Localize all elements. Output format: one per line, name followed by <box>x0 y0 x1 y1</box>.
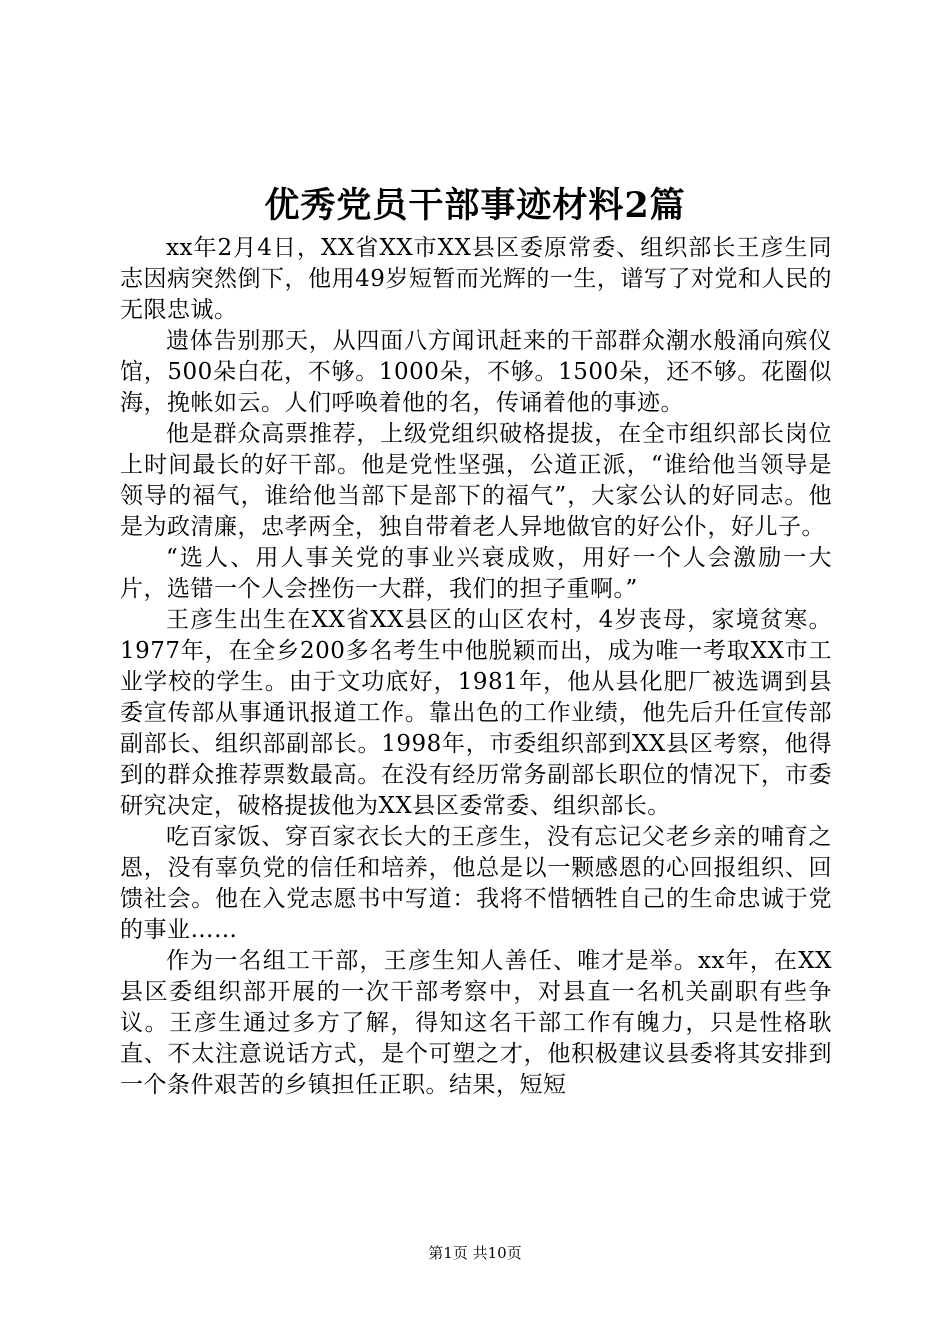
paragraph: xx年2月4日，XX省XX市XX县区委原常委、组织部长王彦生同志因病突然倒下，他用49岁短暂而光辉的一生，谱写了对党和人民的无限忠诚。 <box>120 235 832 323</box>
paragraph: “选人、用人事关党的事业兴衰成败，用好一个人会激励一大片，选错一个人会挫伤一大群，我们的担子重啊。” <box>120 545 832 602</box>
paragraph: 他是群众高票推荐，上级党组织破格提拔，在全市组织部长岗位上时间最长的好干部。他是党性坚强，公道正派，“谁给他当领导是领导的福气，谁给他当部下是部下的福气”，大家公认的好同志。他是为政清廉，忠孝两全，独自带着老人异地做官的好公仆，好儿子。 <box>120 421 832 540</box>
paragraph: 遗体告别那天，从四面八方闻讯赶来的干部群众潮水般涌向殡仪馆，500朵白花，不够。1000朵，不够。1500朵，还不够。花圈似海，挽帐如云。人们呼唤着他的名，传诵着他的事迹。 <box>120 328 832 416</box>
document-title: 优秀党员干部事迹材料2篇 <box>264 185 686 226</box>
paragraph: 吃百家饭、穿百家衣长大的王彦生，没有忘记父老乡亲的哺育之恩，没有辜负党的信任和培养，他总是以一颗感恩的心回报组织、回馈社会。他在入党志愿书中写道：我将不惜牺牲自己的生命忠诚于党的事业…… <box>120 824 832 943</box>
paragraph: 王彦生出生在XX省XX县区的山区农村，4岁丧母，家境贫寒。1977年，在全乡200多名考生中他脱颖而出，成为唯一考取XX市工业学校的学生。由于文功底好，1981年，他从县化肥厂被选调到县委宣传部从事通讯报道工作。靠出色的工作业绩，他先后升任宣传部副部长、组织部副部长。1998年，市委组织部到XX县区考察，他得到的群众推荐票数最高。在没有经历常务副部长职位的情况下，市委研究决定，破格提拔他为XX县区委常委、组织部长。 <box>120 607 832 819</box>
document-body <box>120 233 832 1101</box>
paragraph: 作为一名组工干部，王彦生知人善任、唯才是举。xx年，在XX县区委组织部开展的一次干部考察中，对县直一名机关副职有些争议。王彦生通过多方了解，得知这名干部工作有魄力，只是性格耿直、不太注意说话方式，是个可塑之才，他积极建议县委将其安排到一个条件艰苦的乡镇担任正职。结果，短短 <box>120 948 832 1098</box>
page-number-footer: 第1页 共10页 <box>428 1244 522 1262</box>
